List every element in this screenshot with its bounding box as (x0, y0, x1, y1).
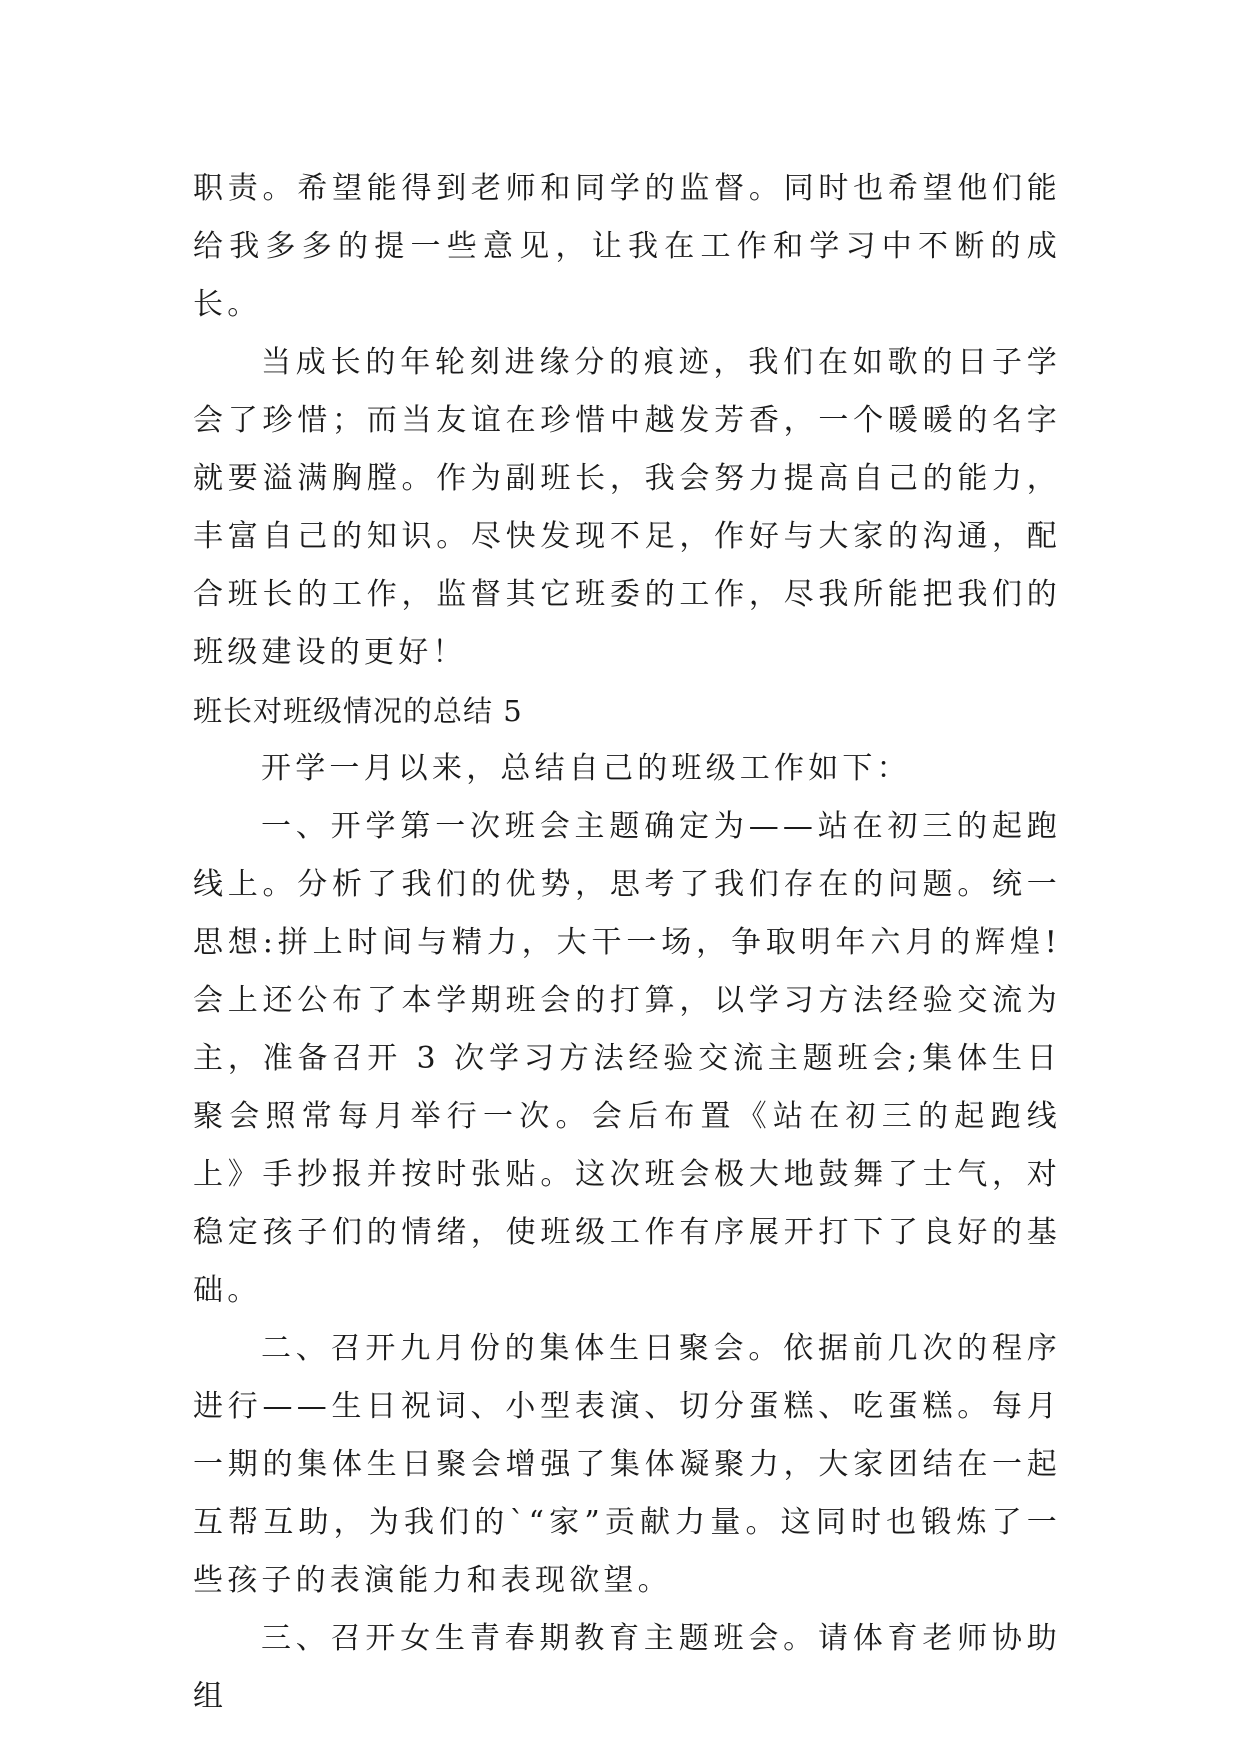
paragraph-vice-monitor: 当成长的年轮刻进缘分的痕迹，我们在如歌的日子学会了珍惜；而当友谊在珍惜中越发芳香，一个暖暖的名字就要溢满胸膛。作为副班长，我会努力提高自己的能力，丰富自己的知识。尽快发现不足，作好与大家的沟通，配合班长的工作，监督其它班委的工作，尽我所能把我们的班级建设的更好！ (193, 345, 1061, 670)
paragraph-item-one: 一、开学第一次班会主题确定为——站在初三的起跑线上。分析了我们的优势，思考了我们存在的问题。统一思想:拼上时间与精力，大干一场，争取明年六月的辉煌!会上还公布了本学期班会的打算，以学习方法经验交流为主，准备召开 3 次学习方法经验交流主题班会;集体生日聚会照常每月举行一次。会后布置《站在初三的起跑线上》手抄报并按时张贴。这次班会极大地鼓舞了士气，对稳定孩子们的情绪，使班级工作有序展开打下了良好的基础。 (193, 809, 1061, 1308)
paragraph-intro: 开学一月以来，总结自己的班级工作如下： (261, 751, 911, 786)
paragraph-item-three: 三、召开女生青春期教育主题班会。请体育老师协助组 (193, 1621, 1061, 1714)
paragraph-responsibility: 职责。希望能得到老师和同学的监督。同时也希望他们能给我多多的提一些意见，让我在工作和学习中不断的成长。 (193, 171, 1061, 322)
paragraph-item-two: 二、召开九月份的集体生日聚会。依据前几次的程序进行——生日祝词、小型表演、切分蛋糕、吃蛋糕。每月一期的集体生日聚会增强了集体凝聚力，大家团结在一起互帮互助，为我们的`“家”贡献力量。这同时也锻炼了一些孩子的表演能力和表现欲望。 (193, 1331, 1061, 1598)
document-body (193, 160, 1061, 1726)
section-heading: 班长对班级情况的总结 5 (193, 694, 523, 728)
